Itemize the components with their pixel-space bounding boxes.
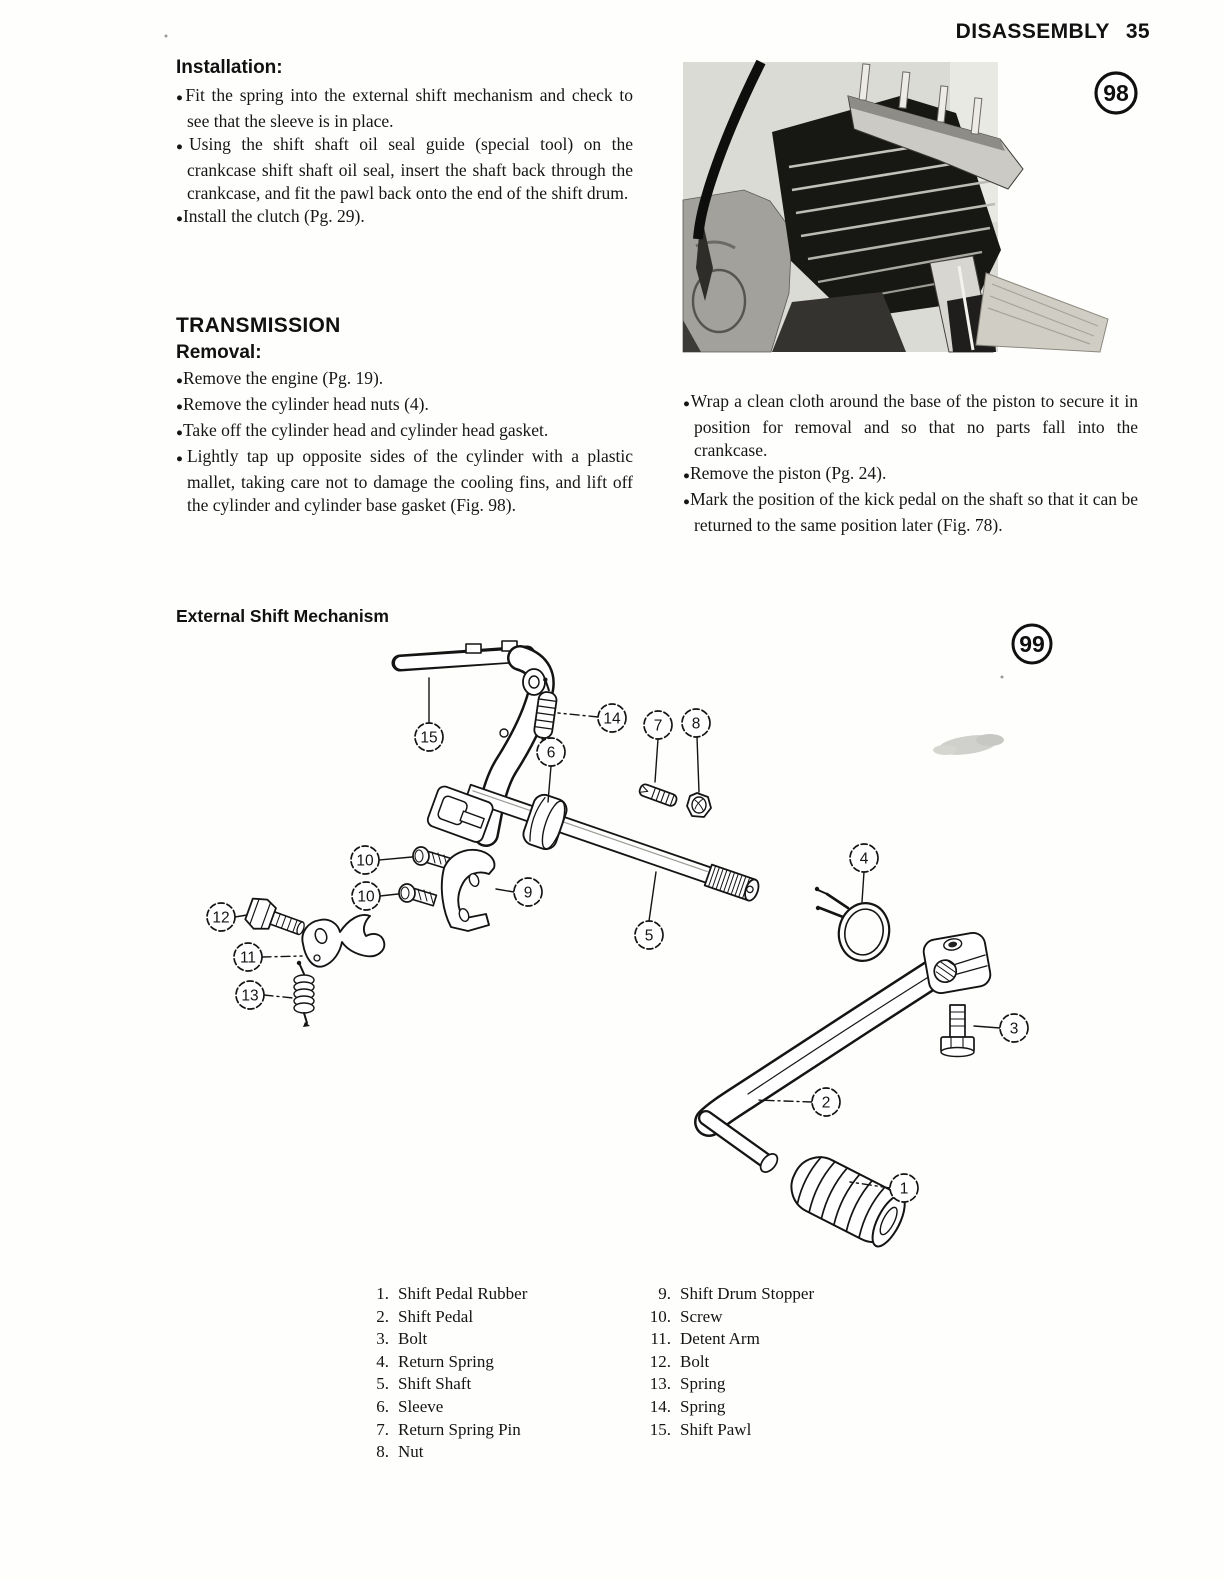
bullet-item: ● Mark the position of the kick pedal on the shaft so that it can be returned to the same position later (Fig. 78). bbox=[683, 488, 1138, 537]
callout-13 bbox=[236, 981, 264, 1009]
part-label: Bolt bbox=[398, 1329, 428, 1349]
part-label: Shift Pedal Rubber bbox=[398, 1284, 528, 1303]
fig98-photo bbox=[683, 62, 1108, 352]
callout-15 bbox=[415, 723, 443, 751]
diagram-title: External Shift Mechanism bbox=[176, 606, 389, 626]
sleeve-drawing bbox=[520, 792, 569, 852]
callout-5 bbox=[635, 921, 663, 949]
part-label: Bolt bbox=[680, 1351, 710, 1371]
svg-text:7: 7 bbox=[653, 717, 663, 735]
callout-11 bbox=[234, 943, 262, 971]
fig98-number: 98 bbox=[1103, 80, 1129, 106]
callout-3 bbox=[1000, 1014, 1028, 1042]
part-number: 3. bbox=[376, 1329, 389, 1349]
part-label: Spring bbox=[680, 1396, 726, 1416]
part-number: 8. bbox=[376, 1442, 389, 1462]
nut-drawing bbox=[687, 793, 711, 817]
shift-drum-stopper-drawing bbox=[442, 850, 495, 931]
bolt-3-drawing bbox=[941, 1005, 974, 1057]
spring-13-drawing bbox=[294, 961, 314, 1027]
callout-10a bbox=[351, 846, 379, 874]
screw-10b-drawing bbox=[399, 884, 436, 906]
callout-8 bbox=[682, 709, 710, 737]
svg-text:4: 4 bbox=[859, 850, 869, 868]
svg-text:14: 14 bbox=[603, 710, 621, 728]
svg-text:2: 2 bbox=[821, 1094, 831, 1112]
bullet-item: ● Remove the engine (Pg. 19). bbox=[176, 367, 633, 393]
svg-text:9: 9 bbox=[523, 884, 533, 902]
part-number: 4. bbox=[376, 1351, 389, 1371]
callout-14 bbox=[598, 704, 626, 732]
bullet-item: ● Remove the piston (Pg. 24). bbox=[683, 462, 1138, 488]
bullet-item: ● Lightly tap up opposite sides of the cylinder with a plastic mallet, taking care not to damage the cooling fins, and lift off the cylinder and cylinder base gasket (Fig. 98). bbox=[176, 445, 633, 517]
installation-heading: Installation: bbox=[176, 57, 283, 78]
svg-text:10: 10 bbox=[357, 888, 375, 906]
callout-2 bbox=[812, 1088, 840, 1116]
callout-10b bbox=[352, 882, 380, 910]
callout-12 bbox=[207, 903, 235, 931]
part-number: 10. bbox=[649, 1306, 671, 1326]
scan-speck bbox=[165, 35, 168, 38]
svg-text:1: 1 bbox=[899, 1180, 909, 1198]
fig99-number: 99 bbox=[1019, 631, 1045, 657]
removal-heading: Removal: bbox=[176, 342, 262, 363]
part-label: Shift Pawl bbox=[680, 1419, 752, 1439]
bullet-item: ● Fit the spring into the external shift mechanism and check to see that the sleeve is in place. bbox=[176, 84, 633, 133]
callout-7 bbox=[644, 711, 672, 739]
callout-9 bbox=[514, 878, 542, 906]
part-number: 7. bbox=[376, 1419, 389, 1439]
header-title: DISASSEMBLY bbox=[955, 20, 1110, 43]
bullet-item: ● Install the clutch (Pg. 29). bbox=[176, 205, 633, 231]
part-number: 1. bbox=[376, 1284, 389, 1303]
svg-text:6: 6 bbox=[546, 744, 556, 762]
return-spring-pin-drawing bbox=[638, 783, 678, 807]
part-number: 6. bbox=[376, 1396, 389, 1416]
part-label: Nut bbox=[398, 1442, 424, 1462]
part-label: Screw bbox=[680, 1306, 723, 1326]
svg-text:10: 10 bbox=[356, 852, 374, 870]
svg-text:8: 8 bbox=[691, 715, 701, 733]
part-label: Return Spring bbox=[398, 1351, 494, 1371]
part-label: Sleeve bbox=[398, 1396, 444, 1416]
part-number: 15. bbox=[649, 1419, 671, 1439]
svg-text:11: 11 bbox=[239, 949, 257, 967]
transmission-heading: TRANSMISSION bbox=[176, 314, 341, 337]
page-number: 35 bbox=[1125, 20, 1150, 43]
part-label: Spring bbox=[680, 1374, 726, 1394]
part-label: Return Spring Pin bbox=[398, 1419, 521, 1439]
svg-text:12: 12 bbox=[212, 909, 230, 927]
bullet-item: ● Wrap a clean cloth around the base of the piston to secure it in position for removal and so that no parts fall into the crankcase. bbox=[683, 390, 1138, 462]
svg-text:3: 3 bbox=[1009, 1020, 1019, 1038]
bullet-item: ● Take off the cylinder head and cylinder head gasket. bbox=[176, 419, 633, 445]
part-number: 11. bbox=[650, 1329, 671, 1349]
part-number: 5. bbox=[376, 1374, 389, 1394]
bolt-12-drawing bbox=[243, 895, 308, 945]
fig99-badge bbox=[1001, 625, 1052, 679]
callout-1 bbox=[890, 1174, 918, 1202]
pedal-rubber-drawing bbox=[782, 1148, 911, 1251]
scan-smudge bbox=[933, 732, 1004, 758]
svg-text:15: 15 bbox=[420, 729, 438, 747]
part-label: Detent Arm bbox=[680, 1329, 760, 1349]
part-number: 9. bbox=[658, 1284, 671, 1303]
part-number: 13. bbox=[649, 1374, 671, 1394]
bullet-item: ● Remove the cylinder head nuts (4). bbox=[176, 393, 633, 419]
svg-text:5: 5 bbox=[644, 927, 654, 945]
fig99-diagram bbox=[207, 641, 1028, 1251]
part-number: 2. bbox=[376, 1306, 389, 1326]
svg-text:13: 13 bbox=[241, 987, 259, 1005]
part-label: Shift Pedal bbox=[398, 1306, 474, 1326]
part-label: Shift Drum Stopper bbox=[680, 1284, 815, 1303]
part-number: 12. bbox=[649, 1351, 671, 1371]
detent-arm-drawing bbox=[302, 915, 384, 967]
return-spring-drawing bbox=[815, 887, 895, 966]
callout-6 bbox=[537, 738, 565, 766]
callout-4 bbox=[850, 844, 878, 872]
part-number: 14. bbox=[649, 1396, 671, 1416]
bullet-item: ● Using the shift shaft oil seal guide (special tool) on the crankcase shift shaft oil seal, insert the shaft back through the crankcase, and fit the pawl back onto the end of the shift drum. bbox=[176, 133, 633, 205]
shift-shaft-drawing bbox=[465, 782, 761, 902]
fig98-badge bbox=[1096, 73, 1136, 113]
part-label: Shift Shaft bbox=[398, 1374, 472, 1394]
